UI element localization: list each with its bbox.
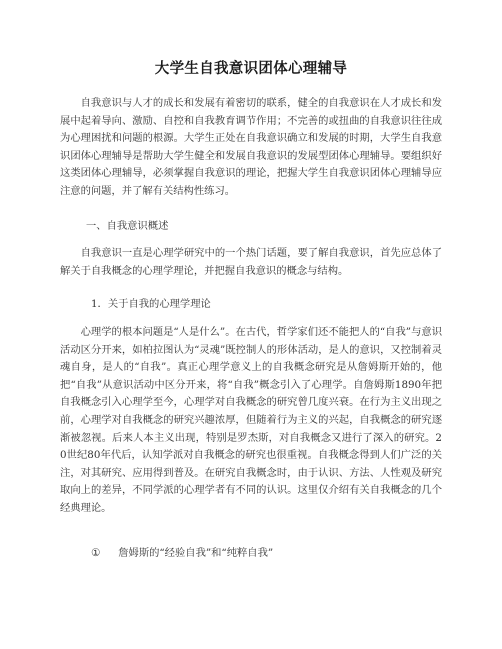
list-item-number: ① [91, 547, 101, 559]
intro-paragraph: 自我意识与人才的成长和发展有着密切的联系，健全的自我意识在人才成长和发展中起着导向、激励、自控和自我教育调节作用；不完善的或扭曲的自我意识往往成为心理困扰和问题的根源。大学生正处在自我意识确立和发展的时期，大学生自我意识团体心理辅导是帮助大学生健全和发展自我意识的发展型团体心理辅导。要组织好这类团体心理辅导，必须掌握自我意识的理论，把握大学生自我意识团体心理辅导应注意的问题，并了解有关结构性练习。 [60, 97, 442, 197]
body-paragraph: 心理学的根本问题是“人是什么”。在古代，哲学家们还不能把人的“自我”与意识活动区分开来，如柏拉图认为“灵魂”既控制人的形体活动，是人的意识，又控制着灵魂自身，是人的“自我”。真正心理学意义上的自我概念研究是从詹姆斯开始的，他把“自我”从意识活动中区分开来，将“自我”概念引入了心理学。自詹姆斯1890年把自我概念引入心理学至今，心理学对自我概念的研究曾几度兴衰。在行为主义出现之前，心理学对自我概念的研究兴趣浓厚，但随着行为主义的兴起，自我概念的研究逐渐被忽视。后来人本主义出现，特别是罗杰斯，对自我概念又进行了深入的研究。20世纪80年代后，认知学派对自我概念的研究也很重视。自我概念得到人们广泛的关注，对其研究、应用得到普及。在研究自我概念时，由于认识、方法、人性观及研究取向上的差异，不同学派的心理学者有不同的认识。这里仅介绍有关自我概念的几个经典理论。 [60, 326, 442, 514]
list-item [91, 545, 273, 563]
section-paragraph: 自我意识一直是心理学研究中的一个热门话题，要了解自我意识，首先应总体了解关于自我概念的心理学理论，并把握自我意识的概念与结构。 [60, 247, 442, 277]
section-heading: 一、自我意识概述 [86, 220, 169, 232]
document-title: 大学生自我意识团体心理辅导 [154, 61, 348, 77]
subsection-heading: 1．关于自我的心理学理论 [91, 298, 211, 310]
list-item-text: 詹姆斯的“经验自我”和“纯粹自我” [118, 547, 274, 559]
